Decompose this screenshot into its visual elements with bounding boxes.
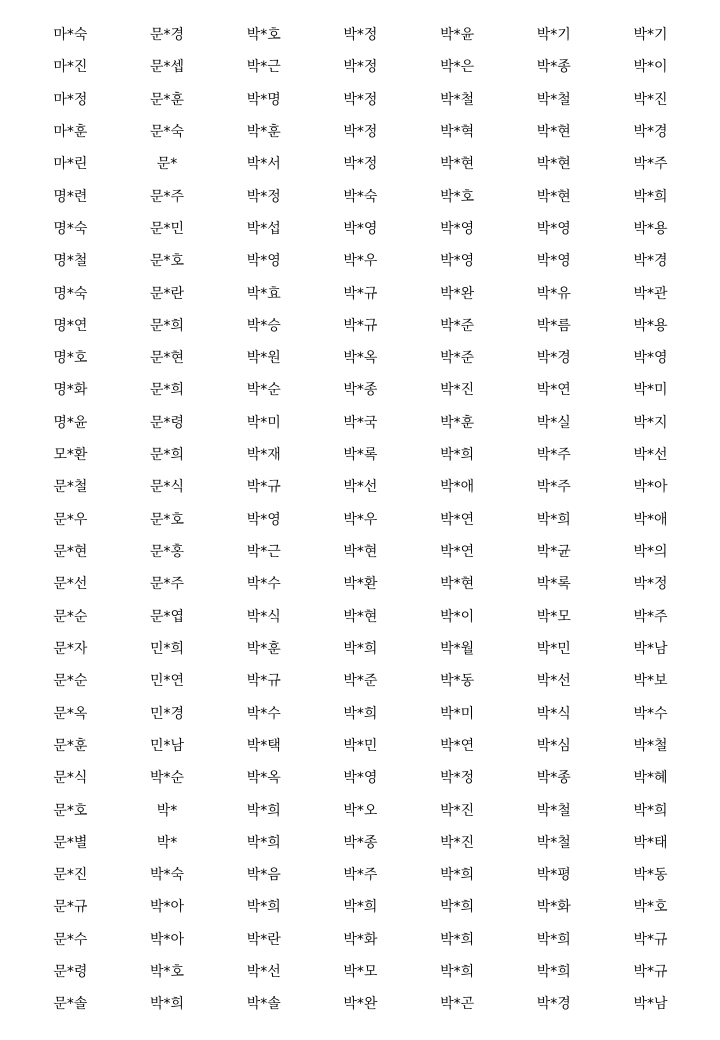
name-cell: 박*모: [536, 608, 571, 625]
name-cell: 박*명: [246, 91, 281, 108]
name-cell: 박*정: [343, 91, 378, 108]
name-cell: 박*근: [246, 544, 281, 560]
name-cell: 박*근: [246, 59, 281, 76]
name-cell: 문*솔: [53, 996, 88, 1013]
name-cell: 박*록: [536, 576, 571, 593]
name-cell: 박*철: [536, 834, 571, 851]
name-cell: 박*택: [246, 737, 281, 754]
name-cell: 박*호: [633, 899, 668, 916]
name-cell: 박*주: [633, 608, 668, 625]
name-cell: 박*영: [343, 220, 378, 237]
name-cell: 박*우: [343, 511, 378, 528]
name-cell: 박*희: [343, 640, 378, 657]
name-cell: 박*종: [343, 382, 378, 399]
name-cell: 명*숙: [53, 285, 88, 302]
name-cell: 박*훈: [440, 414, 475, 431]
name-cell: 박*준: [343, 673, 378, 690]
name-cell: 박*수: [246, 576, 281, 593]
name-cell: 박*훈: [246, 123, 281, 140]
name-cell: 박*은: [440, 59, 475, 76]
name-cell: 문*희: [150, 447, 185, 464]
name-cell: 박*애: [440, 479, 475, 496]
name-cell: 문*홍: [150, 544, 185, 560]
name-cell: 문*엽: [150, 608, 185, 625]
name-cell: 민*희: [150, 640, 185, 657]
name-cell: 박*현: [343, 608, 378, 625]
name-cell: 박*우: [343, 253, 378, 270]
name-cell: 문*희: [150, 317, 185, 334]
name-cell: 박*진: [440, 834, 475, 851]
name-cell: 문*현: [150, 350, 185, 367]
name-cell: 박*섭: [246, 220, 281, 237]
name-table: [22, 19, 718, 1021]
name-cell: 박*: [156, 802, 178, 819]
name-cell: 박*이: [633, 59, 668, 76]
name-cell: 문*: [156, 156, 178, 173]
name-cell: 문*호: [150, 511, 185, 528]
name-cell: 박*옥: [343, 350, 378, 367]
name-cell: 박*영: [536, 220, 571, 237]
name-cell: 박*종: [536, 59, 571, 76]
name-cell: 박*애: [633, 511, 668, 528]
name-cell: 박*원: [246, 350, 281, 367]
name-cell: 민*경: [150, 705, 185, 722]
name-cell: 박*실: [536, 414, 571, 431]
name-cell: 박*동: [440, 673, 475, 690]
name-cell: 박*정: [343, 59, 378, 76]
name-cell: 문*령: [150, 414, 185, 431]
name-cell: 박*희: [343, 899, 378, 916]
name-cell: 박*진: [440, 802, 475, 819]
name-cell: 박*희: [246, 802, 281, 819]
name-cell: 박*희: [343, 705, 378, 722]
name-cell: 박*연: [440, 511, 475, 528]
name-cell: 박*수: [246, 705, 281, 722]
name-cell: 문*순: [53, 608, 88, 625]
name-cell: 박*희: [536, 511, 571, 528]
name-cell: 문*훈: [53, 737, 88, 754]
name-cell: 박*월: [440, 640, 475, 657]
name-cell: 박*주: [536, 479, 571, 496]
name-cell: 박*철: [440, 91, 475, 108]
name-cell: 박*용: [633, 317, 668, 334]
name-cell: 박*서: [246, 156, 281, 173]
name-cell: 박*현: [440, 576, 475, 593]
name-cell: 민*남: [150, 737, 185, 754]
name-cell: 민*연: [150, 673, 185, 690]
name-cell: 박*연: [440, 737, 475, 754]
name-cell: 박*이: [440, 608, 475, 625]
name-cell: 박*화: [343, 931, 378, 948]
name-cell: 문*호: [53, 802, 88, 819]
name-cell: 문*철: [53, 479, 88, 496]
name-cell: 박*규: [246, 479, 281, 496]
name-cell: 박*완: [440, 285, 475, 302]
name-cell: 박*미: [633, 382, 668, 399]
name-cell: 박*경: [633, 253, 668, 270]
name-cell: 명*숙: [53, 220, 88, 237]
name-cell: 박*종: [343, 834, 378, 851]
name-cell: 박*평: [536, 867, 571, 884]
name-cell: 박*용: [633, 220, 668, 237]
name-cell: 박*주: [633, 156, 668, 173]
name-cell: 문*란: [150, 285, 185, 302]
name-cell: 명*화: [53, 382, 88, 399]
name-cell: 문*셉: [150, 59, 185, 76]
name-cell: 박*란: [246, 931, 281, 948]
name-cell: 박*철: [633, 737, 668, 754]
name-cell: 박*연: [536, 382, 571, 399]
name-cell: 박*호: [150, 964, 185, 981]
name-cell: 모*환: [53, 447, 88, 464]
name-cell: 마*훈: [53, 123, 88, 140]
name-cell: 명*호: [53, 350, 88, 367]
name-cell: 명*윤: [53, 414, 88, 431]
name-cell: 문*희: [150, 382, 185, 399]
name-cell: 박*영: [440, 253, 475, 270]
name-cell: 문*훈: [150, 91, 185, 108]
name-cell: 박*름: [536, 317, 571, 334]
name-cell: 명*철: [53, 253, 88, 270]
name-cell: 박*영: [536, 253, 571, 270]
name-cell: 박*아: [150, 899, 185, 916]
name-cell: 박*현: [440, 156, 475, 173]
name-cell: 박*미: [246, 414, 281, 431]
name-cell: 박*심: [536, 737, 571, 754]
name-cell: 마*정: [53, 91, 88, 108]
name-cell: 박*희: [633, 802, 668, 819]
name-cell: 박*관: [633, 285, 668, 302]
name-cell: 마*숙: [53, 27, 88, 43]
name-cell: 박*희: [440, 931, 475, 948]
name-cell: 박*정: [246, 188, 281, 205]
name-cell: 박*규: [343, 285, 378, 302]
name-cell: 박*영: [343, 770, 378, 787]
name-cell: 박*옥: [246, 770, 281, 787]
name-cell: 박*민: [343, 737, 378, 754]
name-cell: 박*현: [343, 544, 378, 560]
name-cell: 문*선: [53, 576, 88, 593]
name-cell: 박*현: [536, 156, 571, 173]
name-cell: 문*식: [150, 479, 185, 496]
name-cell: 박*식: [536, 705, 571, 722]
name-cell: 문*령: [53, 964, 88, 981]
name-cell: 문*옥: [53, 705, 88, 722]
name-cell: 박*남: [633, 640, 668, 657]
name-cell: 박*철: [536, 91, 571, 108]
name-cell: 박*철: [536, 802, 571, 819]
name-cell: 박*규: [633, 964, 668, 981]
name-cell: 문*진: [53, 867, 88, 884]
name-cell: 박*동: [633, 867, 668, 884]
name-cell: 박*희: [150, 996, 185, 1013]
name-cell: 박*완: [343, 996, 378, 1013]
name-cell: 박*균: [536, 544, 571, 560]
name-cell: 박*희: [440, 867, 475, 884]
name-cell: 박*모: [343, 964, 378, 981]
name-cell: 박*태: [633, 834, 668, 851]
name-cell: 박*혁: [440, 123, 475, 140]
name-cell: 마*진: [53, 59, 88, 76]
name-cell: 박*아: [150, 931, 185, 948]
name-cell: 박*경: [536, 996, 571, 1013]
name-cell: 명*련: [53, 188, 88, 205]
name-cell: 박*경: [633, 123, 668, 140]
name-cell: 박*효: [246, 285, 281, 302]
name-cell: 박*민: [536, 640, 571, 657]
name-cell: 박*아: [633, 479, 668, 496]
name-cell: 박*화: [536, 899, 571, 916]
name-cell: 박*종: [536, 770, 571, 787]
name-cell: 박*호: [440, 188, 475, 205]
name-cell: 박*호: [246, 27, 281, 43]
name-cell: 문*수: [53, 931, 88, 948]
name-cell: 박*재: [246, 447, 281, 464]
name-cell: 문*자: [53, 640, 88, 657]
name-cell: 박*의: [633, 544, 668, 560]
name-cell: 문*경: [150, 27, 185, 43]
name-cell: 박*선: [343, 479, 378, 496]
name-cell: 박*혜: [633, 770, 668, 787]
name-cell: 박*정: [343, 123, 378, 140]
name-cell: 문*현: [53, 544, 88, 560]
name-cell: 박*: [156, 834, 178, 851]
name-cell: 박*기: [536, 27, 571, 43]
name-cell: 박*보: [633, 673, 668, 690]
name-cell: 마*린: [53, 156, 88, 173]
name-cell: 문*주: [150, 188, 185, 205]
name-cell: 문*순: [53, 673, 88, 690]
name-cell: 박*영: [246, 511, 281, 528]
name-cell: 박*준: [440, 350, 475, 367]
name-cell: 문*주: [150, 576, 185, 593]
name-cell: 박*기: [633, 27, 668, 43]
name-cell: 박*윤: [440, 27, 475, 43]
name-cell: 박*선: [246, 964, 281, 981]
name-cell: 박*정: [343, 156, 378, 173]
name-cell: 명*연: [53, 317, 88, 334]
name-cell: 박*유: [536, 285, 571, 302]
name-cell: 박*음: [246, 867, 281, 884]
name-cell: 박*솔: [246, 996, 281, 1013]
name-cell: 박*희: [440, 899, 475, 916]
name-cell: 박*규: [343, 317, 378, 334]
name-cell: 박*남: [633, 996, 668, 1013]
name-cell: 박*정: [343, 27, 378, 43]
name-cell: 박*식: [246, 608, 281, 625]
name-cell: 문*별: [53, 834, 88, 851]
name-cell: 박*수: [633, 705, 668, 722]
name-cell: 문*규: [53, 899, 88, 916]
name-cell: 박*훈: [246, 640, 281, 657]
name-cell: 박*희: [246, 899, 281, 916]
name-cell: 박*영: [246, 253, 281, 270]
name-cell: 박*주: [343, 867, 378, 884]
name-cell: 박*규: [246, 673, 281, 690]
name-cell: 박*연: [440, 544, 475, 560]
name-cell: 박*곤: [440, 996, 475, 1013]
name-cell: 문*숙: [150, 123, 185, 140]
name-cell: 박*현: [536, 188, 571, 205]
name-cell: 박*미: [440, 705, 475, 722]
name-cell: 박*주: [536, 447, 571, 464]
name-cell: 문*우: [53, 511, 88, 528]
name-cell: 박*정: [633, 576, 668, 593]
name-cell: 문*호: [150, 253, 185, 270]
name-cell: 박*희: [536, 964, 571, 981]
name-cell: 박*승: [246, 317, 281, 334]
name-cell: 박*희: [246, 834, 281, 851]
name-cell: 문*민: [150, 220, 185, 237]
name-cell: 박*국: [343, 414, 378, 431]
name-cell: 박*준: [440, 317, 475, 334]
name-cell: 박*규: [633, 931, 668, 948]
name-cell: 박*순: [246, 382, 281, 399]
name-cell: 박*진: [440, 382, 475, 399]
name-cell: 박*환: [343, 576, 378, 593]
name-cell: 박*희: [536, 931, 571, 948]
name-cell: 박*경: [536, 350, 571, 367]
name-cell: 박*순: [150, 770, 185, 787]
name-cell: 박*영: [633, 350, 668, 367]
name-cell: 박*숙: [343, 188, 378, 205]
name-cell: 문*식: [53, 770, 88, 787]
name-cell: 박*선: [633, 447, 668, 464]
name-cell: 박*희: [633, 188, 668, 205]
name-cell: 박*현: [536, 123, 571, 140]
name-cell: 박*록: [343, 447, 378, 464]
name-cell: 박*선: [536, 673, 571, 690]
name-cell: 박*숙: [150, 867, 185, 884]
name-cell: 박*지: [633, 414, 668, 431]
name-cell: 박*희: [440, 964, 475, 981]
name-cell: 박*진: [633, 91, 668, 108]
name-cell: 박*영: [440, 220, 475, 237]
name-cell: 박*오: [343, 802, 378, 819]
name-cell: 박*희: [440, 447, 475, 464]
name-cell: 박*정: [440, 770, 475, 787]
